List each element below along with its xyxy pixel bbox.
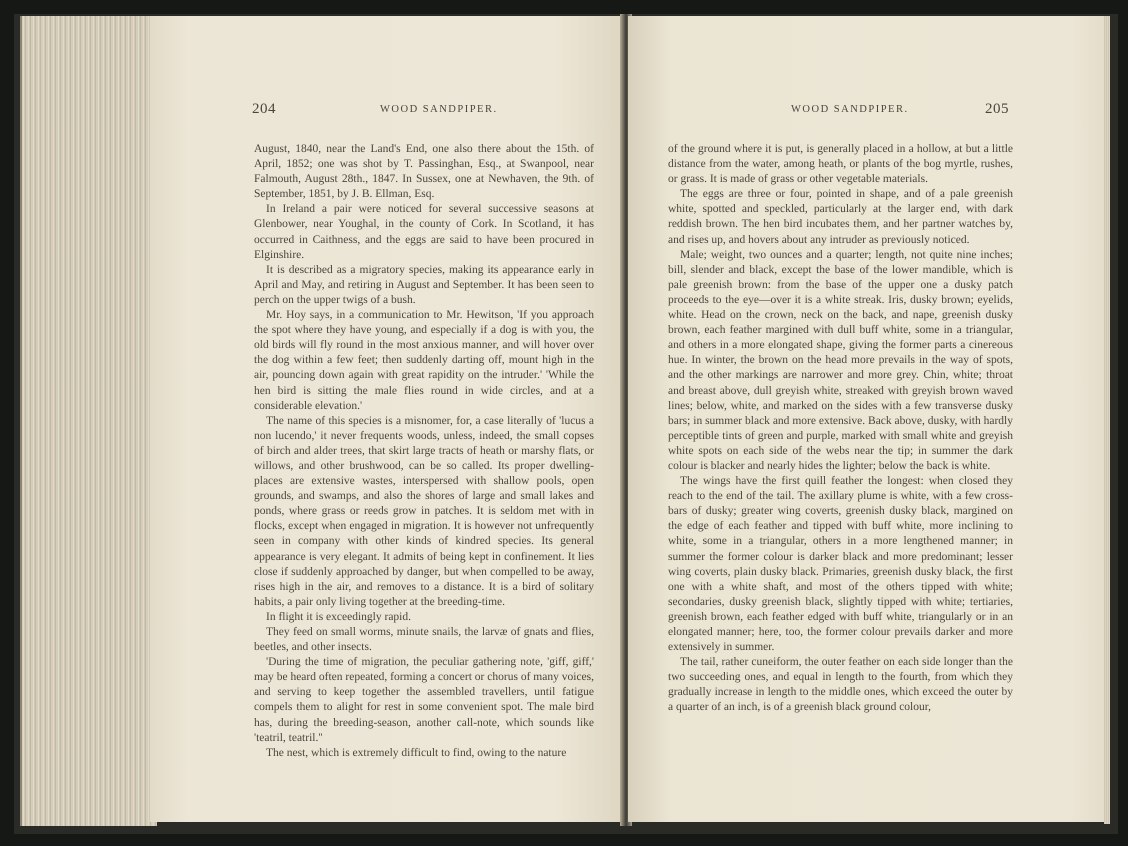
paragraph: The wings have the first quill feather the longest: when closed they reach to the end of the tail. The axillary plume is white, with a few cross-bars of dusky; greater wing coverts, greenish dusky black, margined on the edge of each feather and tipped with buff white, more inclining to white, some in a triangular, others in a more lengthened manner; in summer the former colour is darker black and more predominant; lesser wing coverts, plain dusky black. Primaries, greenish dusky black, the first one with a white shaft, and most of the others tipped with white; secondaries, dusky greenish black, slightly tipped with white; tertiaries, greenish brown, each feather edged with buff white, triangularly or in an elongated manner; here, too, the former colour prevails darker and more extensively in summer.: [668, 475, 1013, 654]
left-page-number: 204: [252, 101, 276, 117]
left-page-body: [254, 142, 594, 761]
paragraph: Mr. Hoy says, in a communication to Mr. Hewitson, 'If you approach the spot where they have young, and especially if a dog is with you, the old birds will fly round in the most anxious manner, and will hover over the dog within a few feet; then suddenly darting off, mount high in the air, pouncing down again with great rapidity on the intruder.' 'While the hen bird is sitting the male flies round in wide circles, and at a considerable elevation.': [254, 309, 594, 412]
right-page: [628, 16, 1108, 822]
right-page-header: [628, 101, 1108, 121]
left-page-header: [150, 101, 626, 121]
paragraph: 'During the time of migration, the peculiar gathering note, 'giff, giff,' may be heard often repeated, forming a concert or chorus of many voices, and serving to keep together the assembled travellers, until fatigue compels them to alight for rest in some convenient spot. The male bird has, during the breeding-season, another call-note, which sounds like 'teatril, teatril.'': [254, 656, 594, 744]
paragraph: The nest, which is extremely difficult to find, owing to the nature: [266, 746, 567, 759]
paragraph: August, 1840, near the Land's End, one also there about the 15th. of April, 1852; one was shot by T. Passinghan, Esq., at Swanpool, near Falmouth, August 28th., 1847. In Sussex, one at Newhaven, the 9th. of September, 1851, by J. B. Ellman, Esq.: [254, 143, 594, 201]
paragraph: The eggs are three or four, pointed in shape, and of a pale greenish white, spotted and speckled, particularly at the larger end, with dark reddish brown. The hen bird incubates them, and her partner watches by, and rises up, and hovers about any intruder as previously noticed.: [668, 188, 1013, 246]
right-page-body: [668, 142, 1013, 716]
paragraph: of the ground where it is put, is generally placed in a hollow, at but a little distance from the water, among heath, or plants of the bog myrtle, rushes, or grass. It is made of grass or other vegetable materials.: [668, 143, 1013, 186]
right-page-number: 205: [985, 101, 1009, 117]
page-edges-left: [20, 16, 157, 826]
paragraph: The name of this species is a misnomer, for, a case literally of 'lucus a non lucendo,' it never frequents woods, unless, indeed, the small copses of birch and alder trees, that skirt large tracts of heath or marshy flats, or willows, and other brushwood, can be so called. Its proper dwelling-places are extensive wastes, interspersed with shallow pools, open grounds, and swamps, and also the shores of large and small lakes and ponds, where grass or reeds grow in patches. It is seldom met with in flocks, except when engaged in migration. It is however not unfrequently seen in company with other kinds of kindred species. Its general appearance is very elegant. It admits of being kept in confinement. It lies close if suddenly approached by danger, but when compelled to be away, rises high in the air, and removes to a distance. It is a bird of solitary habits, a pair only living together at the breeding-time.: [254, 414, 594, 608]
paragraph: They feed on small worms, minute snails, the larvæ of gnats and flies, beetles, and other insects.: [254, 626, 594, 654]
right-running-head: WOOD SANDPIPER.: [791, 104, 909, 115]
page-edges-right: [1104, 16, 1110, 824]
left-page: [150, 16, 626, 822]
left-running-head: WOOD SANDPIPER.: [380, 104, 498, 115]
paragraph: In flight it is exceedingly rapid.: [266, 610, 411, 623]
paragraph: Male; weight, two ounces and a quarter; length, not quite nine inches; bill, slender and black, except the base of the lower mandible, which is pale greenish brown: from the base of the upper one a dusky patch proceeds to the eye—over it is a white streak. Iris, dusky brown; eyelids, white. Head on the crown, neck on the back, and nape, greenish dusky brown, each feather margined with dull buff white, some in a triangular, and others in a more elongated shape, giving the former parts a cinereous hue. In winter, the brown on the head more prevails in the way of spots, and the other markings are narrower and more grey. Chin, white; throat and breast above, dull greyish white, streaked with greyish brown waved lines; below, white, and marked on the sides with a few transverse dusky bars; in summer black and more extensive. Back above, dusky, with hardly perceptible tints of green and purple, marked with small white and greyish white spots on each side of the webs near the tip; in summer the dark colour is blacker and nearly hides the lighter; below the back is white.: [668, 248, 1013, 472]
paragraph: It is described as a migratory species, making its appearance early in April and May, and retiring in August and September. It has been seen to perch on the upper twigs of a bush.: [254, 263, 594, 306]
paragraph: In Ireland a pair were noticed for several successive seasons at Glenbower, near Youghal, in the county of Cork. In Scotland, it has occurred in Caithness, and the eggs are said to have been procured in Elginshire.: [254, 203, 594, 261]
paragraph: The tail, rather cuneiform, the outer feather on each side longer than the two succeeding ones, and equal in length to the fourth, from which they gradually increase in length to the middle ones, which exceed the outer by a quarter of an inch, is of a greenish black ground colour,: [668, 656, 1013, 714]
